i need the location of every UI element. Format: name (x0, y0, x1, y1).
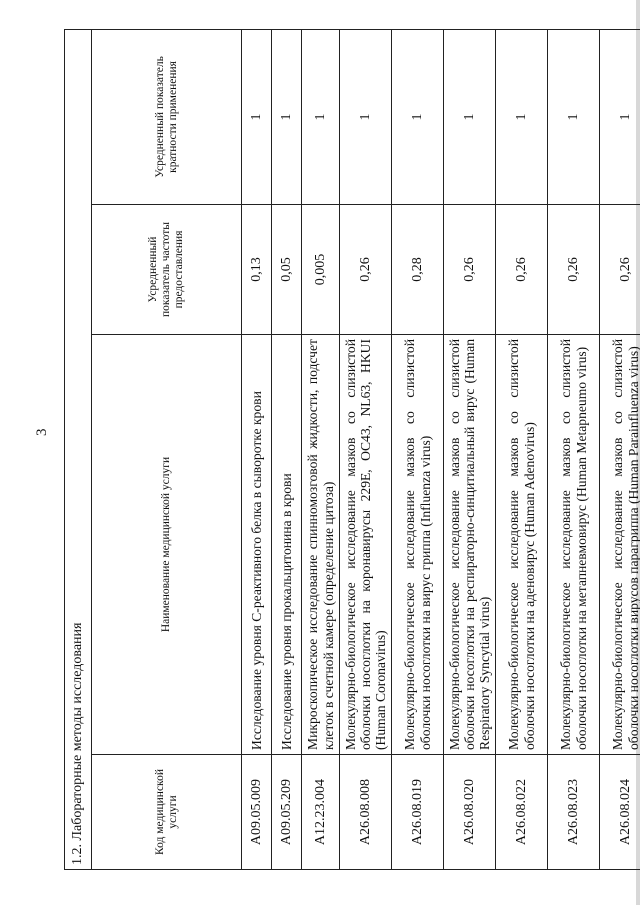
service-multiplicity: 1 (340, 29, 392, 204)
table-row (600, 29, 640, 869)
table-row (340, 29, 392, 869)
service-frequency: 0,26 (600, 205, 640, 335)
service-multiplicity: 1 (302, 29, 340, 204)
services-table (64, 29, 640, 870)
header-row (92, 29, 242, 869)
header-multiplicity: Усредненный показатель кратности применения (92, 29, 242, 204)
service-name: Молекулярно-биологическое исследование мазков со слизистой оболочки носоглотки на респираторно-синцитиальный вирус (Human Respiratory Syncytial virus) (444, 335, 496, 755)
service-multiplicity: 1 (272, 29, 302, 204)
service-code: A26.08.020 (444, 755, 496, 870)
service-code: A26.08.022 (496, 755, 548, 870)
service-multiplicity: 1 (600, 29, 640, 204)
service-code: A12.23.004 (302, 755, 340, 870)
section-row (65, 29, 92, 869)
service-code: A09.05.209 (272, 755, 302, 870)
service-frequency: 0,005 (302, 205, 340, 335)
header-code: Код медицинской услуги (92, 755, 242, 870)
header-name: Наименование медицинской услуги (92, 335, 242, 755)
page-number: 3 (34, 428, 50, 436)
service-multiplicity: 1 (242, 29, 272, 204)
service-frequency: 0,13 (242, 205, 272, 335)
rotated-table-container (64, 30, 640, 870)
service-frequency: 0,28 (392, 205, 444, 335)
service-frequency: 0,26 (340, 205, 392, 335)
service-code: A26.08.023 (548, 755, 600, 870)
service-name: Исследование уровня прокальцитонина в крови (272, 335, 302, 755)
table-row (392, 29, 444, 869)
service-code: A09.05.009 (242, 755, 272, 870)
service-multiplicity: 1 (548, 29, 600, 204)
table-row (302, 29, 340, 869)
service-name: Микроскопическое исследование спинномозговой жидкости, подсчет клеток в счетной камере (определение цитоза) (302, 335, 340, 755)
table-row (272, 29, 302, 869)
service-multiplicity: 1 (496, 29, 548, 204)
table-row (548, 29, 600, 869)
service-name: Молекулярно-биологическое исследование мазков со слизистой оболочки носоглотки на вирус гриппа (Influenza virus) (392, 335, 444, 755)
section-title: 1.2. Лабораторные методы исследования (65, 29, 92, 869)
service-name: Молекулярно-биологическое исследование мазков со слизистой оболочки носоглотки на коронавирусы 229E, OC43, NL63, HKUI (Human Coronavirus) (340, 335, 392, 755)
service-frequency: 0,26 (444, 205, 496, 335)
service-name: Молекулярно-биологическое исследование мазков со слизистой оболочки носоглотки на аденовирус (Human Adenovirus) (496, 335, 548, 755)
service-frequency: 0,26 (548, 205, 600, 335)
service-code: A26.08.019 (392, 755, 444, 870)
service-name: Молекулярно-биологическое исследование мазков со слизистой оболочки носоглотки вирусов парагриппа (Human Parainfluenza virus) (600, 335, 640, 755)
service-frequency: 0,05 (272, 205, 302, 335)
service-name: Молекулярно-биологическое исследование мазков со слизистой оболочки носоглотки на метапневмовирус (Human Metapneumo virus) (548, 335, 600, 755)
service-code: A26.08.008 (340, 755, 392, 870)
service-multiplicity: 1 (392, 29, 444, 204)
service-name: Исследование уровня С-реактивного белка в сыворотке крови (242, 335, 272, 755)
service-code: A26.08.024 (600, 755, 640, 870)
table-row (496, 29, 548, 869)
header-frequency: Усредненный показатель частоты предоставления (92, 205, 242, 335)
service-multiplicity: 1 (444, 29, 496, 204)
table-row (242, 29, 272, 869)
service-frequency: 0,26 (496, 205, 548, 335)
table-row (444, 29, 496, 869)
